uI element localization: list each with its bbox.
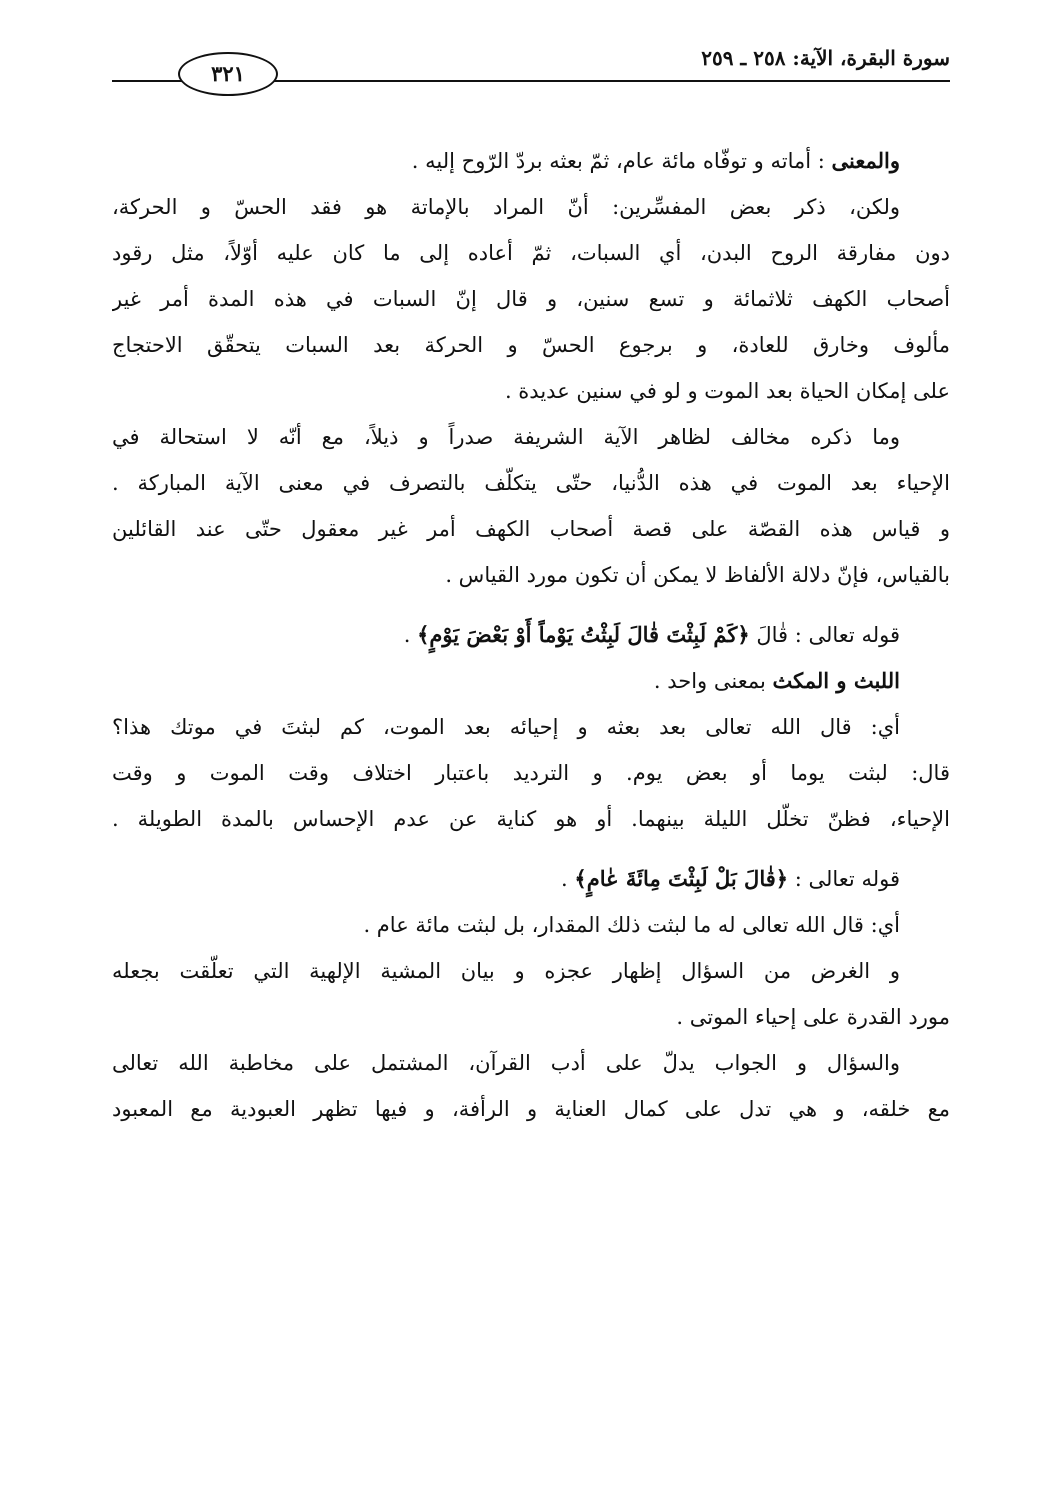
text-line: ولكن، ذكر بعض المفسِّرين: أنّ المراد بالإماتة هو فقد الحسّ و الحركة، — [112, 195, 900, 219]
text-line: على إمكان الحياة بعد الموت و لو في سنين عديدة . — [504, 379, 950, 403]
meaning-line — [112, 138, 950, 184]
verse-end: . — [561, 867, 568, 891]
meaning-text: : أماته و توفّاه مائة عام، ثمّ بعثه بردّ الرّوح إليه . — [411, 149, 825, 173]
text-line: الإحياء بعد الموت في هذه الدُّنيا، حتّى يتكلّف بالتصرف في معنى الآية المباركة . — [112, 471, 950, 495]
verse-quote-line — [112, 612, 950, 658]
text-line: مألوف وخارق للعادة، و برجوع الحسّ و الحركة بعد السبات يتحقّق الاحتجاج — [112, 333, 950, 357]
quran-verse: ﴿قٰالَ بَلْ لَبِثْتَ مِائَةَ عٰامٍ﴾ — [574, 866, 789, 891]
text-line: أصحاب الكهف ثلاثمائة و تسع سنين، و قال إنّ السبات في هذه المدة أمر غير — [112, 287, 950, 311]
verse-end: . — [403, 623, 411, 647]
text-line: أي: قال الله تعالى له ما لبثت ذلك المقدار، بل لبثت مائة عام . — [363, 913, 900, 937]
text-line: مورد القدرة على إحياء الموتى . — [676, 1005, 950, 1029]
page-body — [112, 138, 950, 1132]
verse-quote-line — [112, 856, 950, 902]
text-line: بالقياس، فإنّ دلالة الألفاظ لا يمكن أن تكون مورد القياس . — [445, 563, 950, 587]
definition-term: اللبث و المكث — [772, 668, 900, 693]
text-line: و قياس هذه القصّة على قصة أصحاب الكهف أمر غير معقول حتّى عند القائلين — [112, 517, 950, 541]
text-line: وما ذكره مخالف لظاهر الآية الشريفة صدراً و ذيلاً، مع أنّه لا استحالة في — [112, 425, 900, 449]
text-line: أي: قال الله تعالى بعد بعثه و إحيائه بعد الموت، كم لبثتَ في موتك هذا؟ — [112, 715, 900, 739]
text-line: دون مفارقة الروح البدن، أي السبات، ثمّ أعاده إلى ما كان عليه أوّلاً، مثل رقود — [112, 241, 950, 265]
text-line: و الغرض من السؤال إظهار عجزه و بيان المشية الإلهية التي تعلّقت بجعله — [112, 959, 900, 983]
text-line: قال: لبثت يوما أو بعض يوم. و الترديد باعتبار اختلاف وقت الموت و وقت — [112, 761, 950, 785]
text-line: والسؤال و الجواب يدلّ على أدب القرآن، المشتمل على مخاطبة الله تعالى — [112, 1051, 900, 1075]
definition-line — [112, 658, 950, 704]
page-header — [112, 40, 950, 86]
page-number-badge: ٣٢١ — [178, 52, 278, 96]
text-line: مع خلقه، و هي تدل على كمال العناية و الرأفة، و فيها تظهر العبودية مع المعبود — [112, 1097, 950, 1121]
meaning-term: والمعنى — [831, 148, 900, 173]
text-line: الإحياء، فظنّ تخلّل الليلة بينهما. أو هو كناية عن عدم الإحساس بالمدة الطويلة . — [112, 807, 950, 831]
quran-verse: ﴿كَمْ لَبِثْتَ قٰالَ لَبِثْتُ يَوْماً أَوْ بَعْضَ يَوْمٍ﴾ — [417, 622, 750, 647]
verse-prefix: قوله تعالى : قٰالَ — [756, 623, 900, 647]
running-head-title: سورة البقرة، الآية: ٢٥٨ ـ ٢٥٩ — [701, 46, 950, 70]
definition-text: بمعنى واحد . — [653, 669, 766, 693]
verse-prefix: قوله تعالى : — [794, 867, 900, 891]
